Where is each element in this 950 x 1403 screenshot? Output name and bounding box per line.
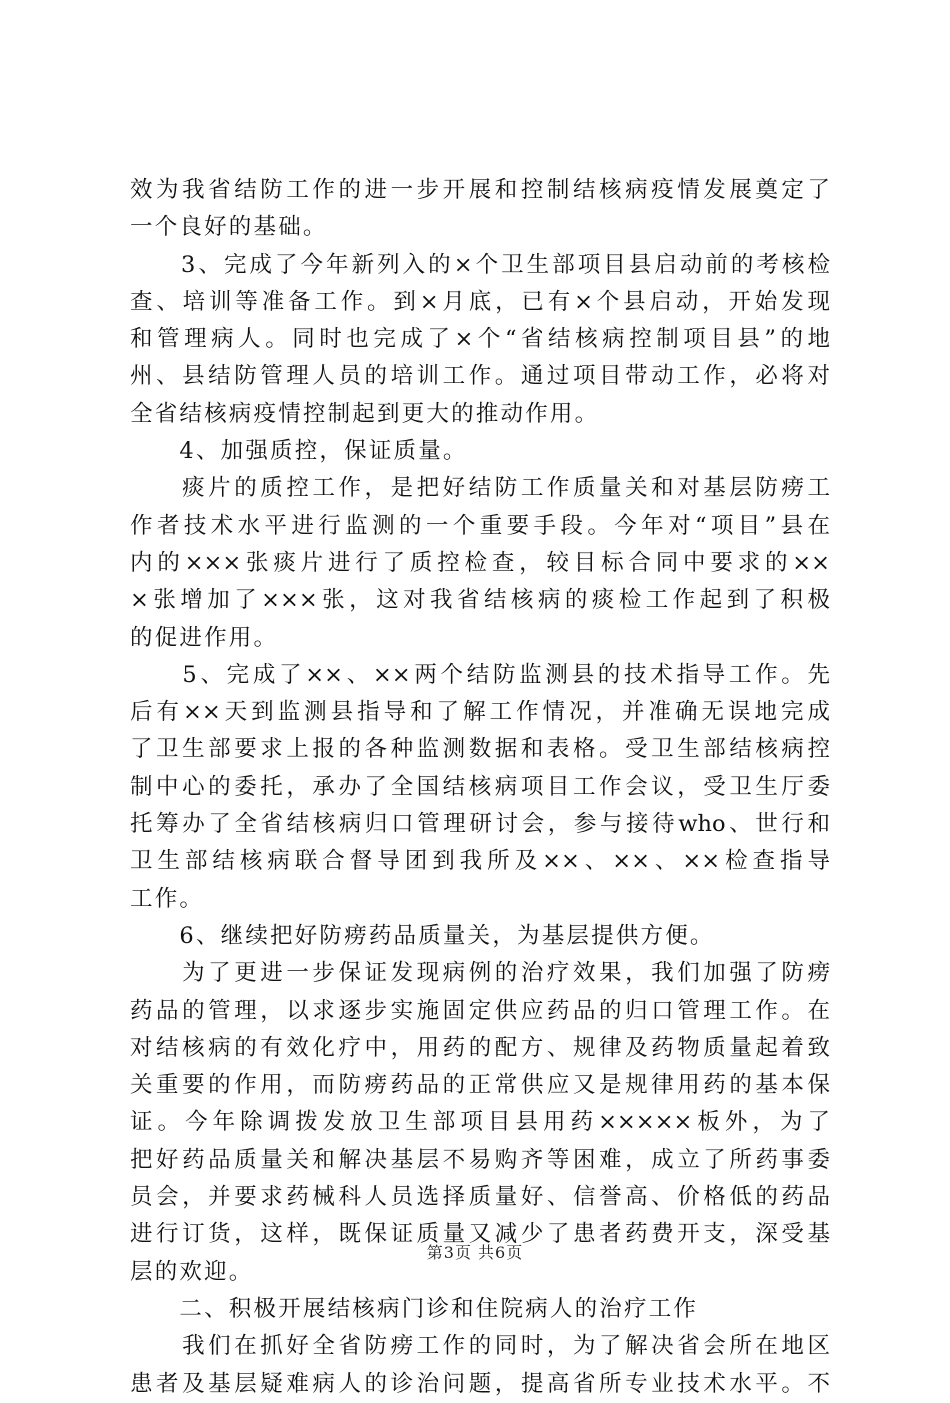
text-line: 5、完成了××、××两个结防监测县的技术指导工作。先: [130, 661, 830, 688]
text-line: 制中心的委托，承办了全国结核病项目工作会议，受卫生厅委: [130, 773, 830, 800]
text-line: 一个良好的基础。: [130, 214, 328, 241]
text-line: 我们在抓好全省防痨工作的同时，为了解决省会所在地区: [130, 1333, 830, 1360]
text-line: 3、完成了今年新列入的×个卫生部项目县启动前的考核检: [130, 251, 830, 278]
text-line: 把好药品质量关和解决基层不易购齐等困难，成立了所药事委: [130, 1146, 830, 1173]
text-line: 了卫生部要求上报的各种监测数据和表格。受卫生部结核病控: [130, 736, 830, 763]
text-line: 痰片的质控工作，是把好结防工作质量关和对基层防痨工: [130, 475, 830, 502]
text-line: 作者技术水平进行监测的一个重要手段。今年对“项目”县在: [130, 512, 830, 539]
text-line: 对结核病的有效化疗中，用药的配方、规律及药物质量起着致: [130, 1034, 830, 1061]
text-line: 内的×××张痰片进行了质控检查，较目标合同中要求的××: [130, 549, 830, 576]
text-line: 层的欢迎。: [130, 1258, 254, 1285]
text-line: 工作。: [130, 885, 205, 912]
page-footer: 第3页 共6页: [426, 1243, 524, 1262]
text-line: 和管理病人。同时也完成了×个“省结核病控制项目县”的地: [130, 326, 830, 353]
text-line: 后有××天到监测县指导和了解工作情况，并准确无误地完成: [130, 699, 830, 726]
text-line: 6、继续把好防痨药品质量关，为基层提供方便。: [130, 922, 715, 949]
text-line: 为了更进一步保证发现病例的治疗效果，我们加强了防痨: [130, 960, 830, 987]
text-line: 全省结核病疫情控制起到更大的推动作用。: [130, 400, 600, 427]
text-line: 患者及基层疑难病人的诊治问题，提高省所专业技术水平。不: [130, 1370, 830, 1397]
text-line: 二、积极开展结核病门诊和住院病人的治疗工作: [130, 1295, 699, 1322]
text-line: 效为我省结防工作的进一步开展和控制结核病疫情发展奠定了: [130, 177, 830, 203]
text-line: 4、加强质控，保证质量。: [130, 438, 468, 465]
text-line: 的促进作用。: [130, 624, 279, 651]
text-line: 关重要的作用，而防痨药品的正常供应又是规律用药的基本保: [130, 1072, 830, 1099]
text-line: 托筹办了全省结核病归口管理研讨会，参与接待who、世行和: [130, 811, 830, 838]
text-line: 卫生部结核病联合督导团到我所及××、××、××检查指导: [130, 848, 830, 875]
text-line: 员会，并要求药械科人员选择质量好、信誉高、价格低的药品: [130, 1184, 830, 1211]
text-line: 进行订货，这样，既保证质量又减少了患者药费开支，深受基: [130, 1221, 830, 1248]
text-line: 查、培训等准备工作。到×月底，已有×个县启动，开始发现: [130, 288, 830, 315]
text-line: 证。今年除调拨发放卫生部项目县用药×××××板外，为了: [130, 1109, 830, 1136]
text-line: ×张增加了×××张，这对我省结核病的痰检工作起到了积极: [130, 587, 830, 614]
body-text: [130, 172, 830, 1403]
text-line: 州、县结防管理人员的培训工作。通过项目带动工作，必将对: [130, 363, 830, 390]
text-line: 药品的管理，以求逐步实施固定供应药品的归口管理工作。在: [130, 997, 830, 1024]
